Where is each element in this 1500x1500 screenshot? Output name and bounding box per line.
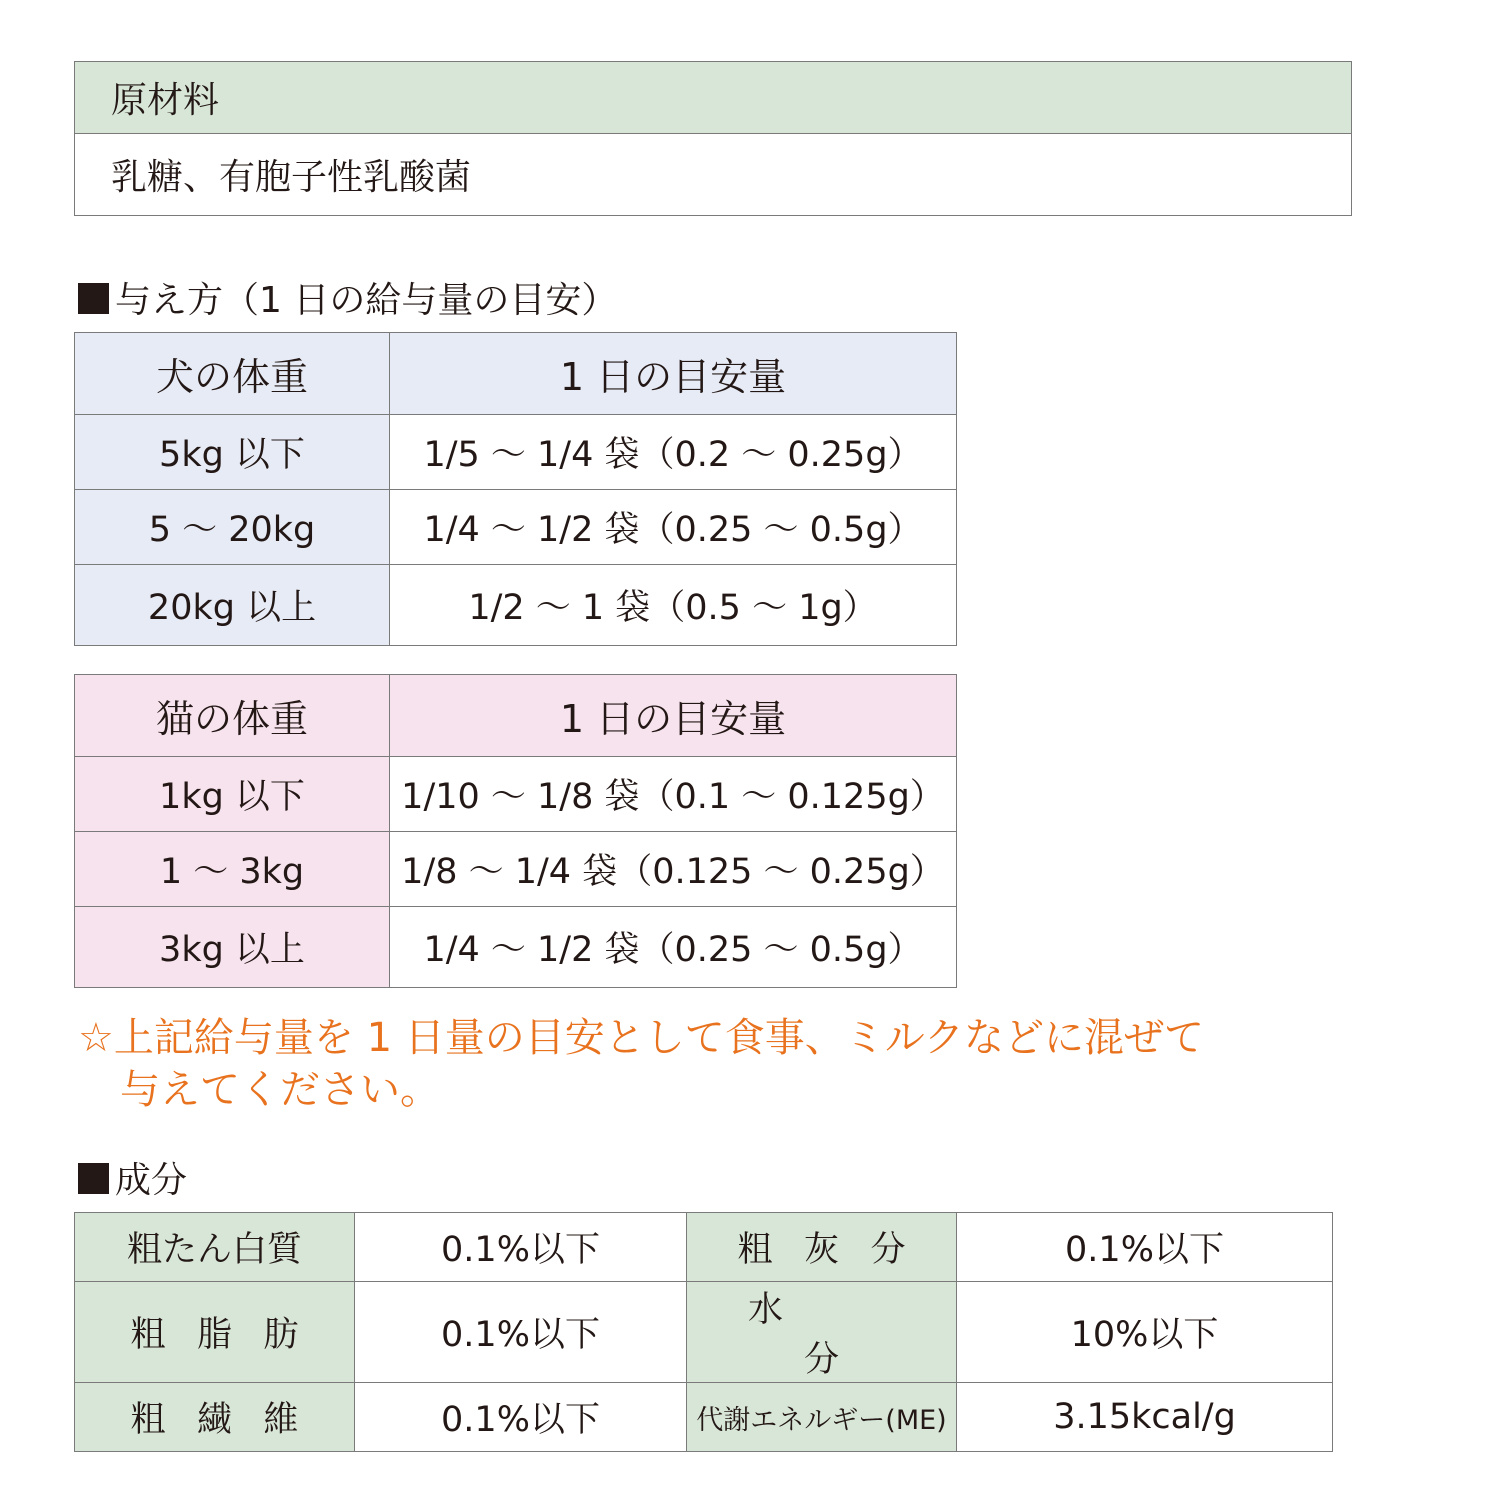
- dog-amount-cell: 1/5 ～ 1/4 袋（0.2 ～ 0.25g）: [390, 415, 957, 490]
- composition-value: 0.1%以下: [355, 1383, 687, 1452]
- composition-heading: [78, 1152, 187, 1203]
- table-row: [75, 1383, 1333, 1452]
- table-row: [75, 565, 957, 646]
- cat-amount-header: 1 日の目安量: [390, 675, 957, 757]
- dog-weight-header: 犬の体重: [75, 333, 390, 415]
- feeding-heading: [78, 272, 617, 323]
- cat-feeding-table: [74, 674, 957, 988]
- feeding-note-line1: ☆上記給与量を 1 日量の目安として食事、ミルクなどに混ぜて: [78, 1015, 1204, 1061]
- dog-feeding-table: [74, 332, 957, 646]
- composition-label: 粗繊維: [75, 1383, 355, 1452]
- table-row: [75, 832, 957, 907]
- dog-weight-cell: 5kg 以下: [75, 415, 390, 490]
- square-bullet-icon: [78, 283, 109, 314]
- composition-label: 粗たん白質: [75, 1213, 355, 1282]
- dog-weight-cell: 5 ～ 20kg: [75, 490, 390, 565]
- composition-value: 0.1%以下: [355, 1282, 687, 1383]
- feeding-note-line2: 与えてください。: [120, 1067, 440, 1113]
- cat-amount-cell: 1/10 ～ 1/8 袋（0.1 ～ 0.125g）: [390, 757, 957, 832]
- composition-value: 10%以下: [957, 1282, 1333, 1383]
- composition-label: 粗脂肪: [75, 1282, 355, 1383]
- table-row: [75, 757, 957, 832]
- composition-table: [74, 1212, 1333, 1452]
- square-bullet-icon: [78, 1163, 109, 1194]
- cat-weight-cell: 3kg 以上: [75, 907, 390, 988]
- ingredients-header: 原材料: [75, 62, 1352, 134]
- dog-amount-cell: 1/2 ～ 1 袋（0.5 ～ 1g）: [390, 565, 957, 646]
- dog-amount-cell: 1/4 ～ 1/2 袋（0.25 ～ 0.5g）: [390, 490, 957, 565]
- table-row: [75, 1282, 1333, 1383]
- composition-value: 0.1%以下: [957, 1213, 1333, 1282]
- dog-amount-header: 1 日の目安量: [390, 333, 957, 415]
- table-row: [75, 907, 957, 988]
- table-row: [75, 1213, 1333, 1282]
- composition-value: 3.15kcal/g: [957, 1383, 1333, 1452]
- dog-weight-cell: 20kg 以上: [75, 565, 390, 646]
- cat-amount-cell: 1/4 ～ 1/2 袋（0.25 ～ 0.5g）: [390, 907, 957, 988]
- composition-label: 代謝エネルギー(ME): [687, 1383, 957, 1452]
- composition-value: 0.1%以下: [355, 1213, 687, 1282]
- cat-weight-header: 猫の体重: [75, 675, 390, 757]
- composition-label: 粗灰分: [687, 1213, 957, 1282]
- table-row: [75, 490, 957, 565]
- composition-label: 水分: [687, 1282, 957, 1383]
- table-row: [75, 415, 957, 490]
- feeding-note: [78, 1012, 1378, 1116]
- cat-amount-cell: 1/8 ～ 1/4 袋（0.125 ～ 0.25g）: [390, 832, 957, 907]
- cat-weight-cell: 1 ～ 3kg: [75, 832, 390, 907]
- ingredients-table: [74, 61, 1352, 216]
- cat-weight-cell: 1kg 以下: [75, 757, 390, 832]
- feeding-heading-text: 与え方（1 日の給与量の目安）: [115, 280, 618, 321]
- ingredients-value: 乳糖、有胞子性乳酸菌: [75, 134, 1352, 216]
- composition-heading-text: 成分: [115, 1160, 188, 1201]
